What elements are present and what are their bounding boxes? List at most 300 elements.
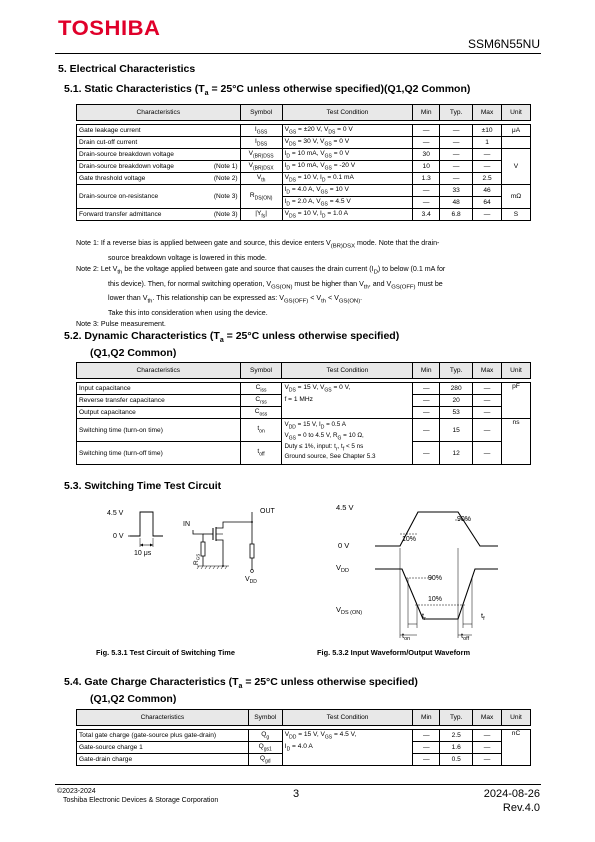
table-cell xyxy=(240,185,282,209)
fig-5-3-1-caption: Fig. 5.3.1 Test Circuit of Switching Time xyxy=(96,648,235,657)
cond-part: = 15 V, I xyxy=(295,421,321,429)
table-cell: pF xyxy=(502,383,531,419)
cond-part: GS xyxy=(288,129,297,136)
table-cell xyxy=(240,407,282,419)
table-cell: Gate-source charge 1 xyxy=(77,742,249,754)
table-cell xyxy=(282,185,413,197)
char-label: Drain-source on-resistance xyxy=(79,193,159,200)
table-cell: 1 xyxy=(473,137,502,149)
note-2-cont: this device). Then, for normal switching operation, $V_{GS(ON)}$ must be higher than $V_{th}$, and $V_{GS(OFF)}$ must be xyxy=(108,279,443,291)
col-header: Unit xyxy=(502,710,531,726)
col-header: Symbol xyxy=(248,710,282,726)
cond-part: V xyxy=(284,431,289,439)
symbol-sub: iss xyxy=(260,387,267,394)
symbol-sub: (BR)DSS xyxy=(253,153,274,160)
cond-part: I xyxy=(284,743,287,751)
table-cell: — xyxy=(413,125,440,137)
table-row xyxy=(77,161,531,173)
table-cell: Switching time (turn-on time) xyxy=(77,419,241,442)
symbol xyxy=(257,425,265,435)
table-row xyxy=(77,730,531,742)
pct-90-b: 90% xyxy=(428,575,443,582)
toff-label: $t_{off}$ xyxy=(461,631,470,642)
cond-part: DS xyxy=(288,387,296,394)
cond-part: = ±20 V, V xyxy=(296,125,329,133)
cond-part: I xyxy=(284,185,287,193)
col-header: Max xyxy=(473,710,502,726)
static-characteristics-table xyxy=(76,104,531,221)
table-cell xyxy=(248,730,282,742)
cond-part: GS xyxy=(320,189,328,196)
table-cell xyxy=(282,730,413,766)
table-cell: Switching time (turn-off time) xyxy=(77,442,241,465)
table-cell xyxy=(248,742,282,754)
table-cell xyxy=(240,395,282,407)
cond-part: = 15 V, V xyxy=(295,384,325,391)
note-1-cont: source breakdown voltage is lowered in this mode. xyxy=(108,253,267,262)
col-header: Max xyxy=(473,105,502,121)
cond-part: D xyxy=(286,165,291,172)
col-header: Test Condition xyxy=(282,710,413,726)
symbol-base: t xyxy=(257,425,260,433)
col-header: Test Condition xyxy=(282,363,413,379)
symbol-base: R xyxy=(249,191,255,199)
table-cell xyxy=(282,161,413,173)
cond-part: = 10 V, I xyxy=(295,173,322,181)
cond-part: D xyxy=(320,424,325,431)
note-1: Note 1: If a reverse bias is applied between gate and source, this device enters $V_{(BR)DSX}$ mode. Note that the drain- xyxy=(76,239,440,250)
col-header: Min xyxy=(413,105,440,121)
cond-part: = 1.0 A xyxy=(325,209,349,217)
col-header: Characteristics xyxy=(77,710,249,726)
pulse-width-label: 10 μs xyxy=(134,550,152,557)
fig-5-3-2-caption: Fig. 5.3.2 Input Waveform/Output Waveform xyxy=(317,648,471,657)
table-row xyxy=(77,185,531,197)
symbol-base: V xyxy=(248,161,254,169)
table-cell xyxy=(240,137,282,149)
table-row xyxy=(77,383,531,395)
pulse-low-label: 0 V xyxy=(113,533,124,540)
col-header: Characteristics xyxy=(77,105,241,121)
symbol xyxy=(256,173,266,184)
table-cell xyxy=(248,754,282,766)
cond-line xyxy=(284,432,410,443)
table-row xyxy=(77,125,531,137)
symbol-sub: DS(ON) xyxy=(254,195,273,202)
wave-high-label: 4.5 V xyxy=(336,503,354,512)
symbol-sub: GSS xyxy=(256,129,268,136)
cond-part: < 5 ns xyxy=(344,442,364,450)
cond-part: GS xyxy=(324,734,333,741)
section-title-5-3: 5.3. Switching Time Test Circuit xyxy=(64,480,222,492)
cond-part: = 4.5 V, xyxy=(332,731,357,738)
cond-part: = 10 mA, V xyxy=(290,149,325,157)
pct-10-b: 10% xyxy=(428,596,443,603)
table-cell: — xyxy=(473,209,502,221)
table-cell xyxy=(240,173,282,185)
table-cell: μA xyxy=(502,125,531,137)
symbol-sub: rss xyxy=(260,399,267,406)
table-cell xyxy=(77,149,241,161)
cond-part: I xyxy=(284,149,287,157)
char-label: Forward transfer admittance xyxy=(79,211,162,218)
table-cell: V xyxy=(502,149,531,185)
symbol-sub: DSS xyxy=(256,141,268,148)
table-header-row xyxy=(77,105,531,121)
symbol-sub: off xyxy=(259,451,265,458)
table-cell: — xyxy=(473,383,502,395)
symbol-base: Q xyxy=(261,730,267,738)
table-row xyxy=(77,209,531,221)
cond-part: = 0.5 A xyxy=(324,421,346,429)
symbol-sub: on xyxy=(259,428,265,435)
table-cell: 30 xyxy=(413,149,440,161)
rgs-label: $R_{GS}$ xyxy=(193,553,201,565)
table-cell: — xyxy=(473,730,502,742)
col-header: Typ. xyxy=(440,363,473,379)
table-cell: — xyxy=(413,419,440,442)
cond-part: V xyxy=(284,384,289,391)
table-cell: — xyxy=(473,742,502,754)
table-cell: 6.8 xyxy=(440,209,473,221)
table-cell xyxy=(77,125,241,137)
cond-part: = 10 V, I xyxy=(295,209,322,217)
cond-part: DS xyxy=(288,177,296,184)
doc-date: 2024-08-26 xyxy=(483,788,540,800)
note-2-cont2: lower than $V_{th}$. This relationship can be expressed as: $V_{GS(OFF)} < V_{th} < V_{GS(ON)}$. xyxy=(108,294,363,305)
table-cell xyxy=(240,125,282,137)
cond-part: D xyxy=(321,177,326,184)
table-cell: — xyxy=(413,754,440,766)
tr-label: $t_r$ xyxy=(422,611,426,622)
table-cell: — xyxy=(440,161,473,173)
col-header: Test Condition xyxy=(282,105,413,121)
cond-part: GS xyxy=(288,435,296,442)
table-cell: — xyxy=(413,407,440,419)
symbol xyxy=(254,125,268,136)
waveform-figure xyxy=(330,498,510,643)
wave-vds-label: $V_{DS (ON)}$ xyxy=(336,605,363,616)
symbol xyxy=(255,395,267,406)
cond-line xyxy=(284,443,410,454)
table-cell xyxy=(282,149,413,161)
symbol-sub: g xyxy=(266,734,270,741)
cond-line xyxy=(285,742,411,754)
header-divider xyxy=(55,53,541,54)
table-cell: 2.5 xyxy=(440,730,473,742)
cond-part: D xyxy=(286,746,291,753)
symbol-base: C xyxy=(255,395,261,403)
doc-revision: Rev.4.0 xyxy=(502,802,540,814)
table-header-row xyxy=(77,363,531,379)
section-title-5: 5. Electrical Characteristics xyxy=(58,63,196,75)
symbol-sub: th xyxy=(261,177,266,184)
footer-divider xyxy=(55,784,541,785)
cond-part: D xyxy=(321,213,326,220)
pct-10-a: 10% xyxy=(402,536,417,543)
table-cell: — xyxy=(473,407,502,419)
cond-part: I xyxy=(284,161,287,169)
cond-part: = 15 V, V xyxy=(296,731,325,738)
symbol-base: Q xyxy=(259,754,266,762)
table-cell: 1.6 xyxy=(440,742,473,754)
symbol xyxy=(255,383,267,394)
wave-vdd-label: $V_{DD}$ xyxy=(336,563,349,574)
table-row xyxy=(77,173,531,185)
cond-part: , t xyxy=(337,442,343,450)
cond-part: = 2.0 A, V xyxy=(290,197,321,205)
col-header: Characteristics xyxy=(77,363,241,379)
section-title-5-2: 5.2. Dynamic Characteristics ($T_a = 25^\circ C$ unless otherwise specified) (Q1,Q2 Common) xyxy=(64,330,400,360)
cond-part: GS xyxy=(324,165,332,172)
table-cell: mΩ xyxy=(502,185,531,209)
table-cell: — xyxy=(413,383,440,395)
table-cell: Total gate charge (gate-source plus gate-drain) xyxy=(77,730,249,742)
table-cell: — xyxy=(473,149,502,161)
table-cell: — xyxy=(413,730,440,742)
table-cell xyxy=(240,442,282,465)
col-header: Min xyxy=(413,710,440,726)
table-cell: — xyxy=(413,442,440,465)
table-cell: 64 xyxy=(473,197,502,209)
table-header-row xyxy=(77,710,531,726)
table-cell: ns xyxy=(502,419,531,465)
table-cell: — xyxy=(473,161,502,173)
symbol-sub: gd xyxy=(265,758,271,765)
table-cell: 3.4 xyxy=(413,209,440,221)
toshiba-logo: TOSHIBA xyxy=(58,17,161,40)
table-cell xyxy=(502,137,531,149)
table-cell: — xyxy=(413,742,440,754)
dynamic-characteristics-table xyxy=(76,362,531,465)
table-cell: Output capacitance xyxy=(77,407,241,419)
cond-part: V xyxy=(284,209,289,217)
cond-part: = 10 mA, V xyxy=(290,161,325,169)
cond-part: G xyxy=(337,435,342,442)
cond-part: = 4.0 A, V xyxy=(290,185,321,193)
cond-part: V xyxy=(284,173,289,181)
symbol-base: C xyxy=(255,383,261,391)
section-title-5-1: 5.1. Static Characteristics ($T_a = 25^\circ C$ unless otherwise specified)(Q1,Q2 Common) xyxy=(64,83,471,98)
table-cell: 53 xyxy=(440,407,473,419)
symbol xyxy=(248,149,274,160)
cond-part: V xyxy=(284,137,289,145)
col-header: Typ. xyxy=(440,105,473,121)
cond-part: = 0 to 4.5 V, R xyxy=(295,431,338,439)
out-label: OUT xyxy=(260,508,275,515)
table-cell: — xyxy=(440,149,473,161)
symbol-sub: fs xyxy=(261,213,266,220)
table-cell: — xyxy=(473,419,502,442)
test-circuit-figure xyxy=(95,500,295,590)
char-label: Drain cut-off current xyxy=(79,139,138,146)
pct-90-a: 90% xyxy=(457,516,472,523)
wave-low-label: 0 V xyxy=(338,541,350,550)
cond-part: DD xyxy=(289,734,297,741)
cond-part: r xyxy=(335,445,338,452)
table-cell xyxy=(240,149,282,161)
symbol xyxy=(254,407,268,418)
cond-part: GS xyxy=(320,201,328,208)
symbol xyxy=(261,730,270,741)
note-2-cont3: Take this into consideration when using the device. xyxy=(108,309,268,318)
cond-part: DS xyxy=(328,129,336,136)
cond-part: f xyxy=(342,445,345,452)
table-cell xyxy=(77,185,241,209)
tf-label: $t_f$ xyxy=(481,611,485,622)
cond-line xyxy=(285,730,411,742)
table-row xyxy=(77,137,531,149)
page-number: 3 xyxy=(293,788,300,800)
symbol-base: |Y xyxy=(255,209,262,217)
cond-part: = 0 V, xyxy=(331,384,351,391)
table-cell: Gate-drain charge xyxy=(77,754,249,766)
table-cell: Input capacitance xyxy=(77,383,241,395)
cond-line xyxy=(284,383,410,395)
cond-part: = -20 V xyxy=(331,161,356,169)
symbol-base: V xyxy=(248,149,254,157)
note-ref: (Note 3) xyxy=(213,211,238,218)
table-cell xyxy=(77,209,241,221)
cond-part: D xyxy=(286,189,291,196)
cond-part: = 0 V xyxy=(331,149,350,157)
symbol-sub: (BR)DSX xyxy=(253,165,274,172)
table-cell: — xyxy=(473,442,502,465)
gate-charge-table xyxy=(76,709,531,766)
table-cell: 33 xyxy=(440,185,473,197)
note-ref: (Note 1) xyxy=(213,163,238,170)
table-cell: Reverse transfer capacitance xyxy=(77,395,241,407)
col-header: Unit xyxy=(502,363,531,379)
table-cell: 280 xyxy=(440,383,473,395)
cond-part: I xyxy=(284,197,287,205)
table-cell: — xyxy=(413,185,440,197)
cond-part: GS xyxy=(324,387,332,394)
cond-part: = 4.0 A xyxy=(290,743,313,751)
table-cell xyxy=(282,173,413,185)
symbol xyxy=(248,161,274,172)
cond-part: = 30 V, V xyxy=(295,137,325,145)
table-cell xyxy=(77,173,241,185)
note-3: Note 3: Pulse measurement. xyxy=(76,320,166,329)
cond-part: Ground source, See Chapter 5.3 xyxy=(284,453,376,461)
cond-part: DD xyxy=(288,424,296,431)
symbol xyxy=(258,742,272,753)
notes-block xyxy=(76,238,546,331)
char-label: Drain-source breakdown voltage xyxy=(79,163,174,170)
table-cell xyxy=(77,137,241,149)
cond-part: = 4.5 V xyxy=(327,197,351,205)
col-header: Symbol xyxy=(240,105,282,121)
symbol xyxy=(259,754,271,765)
table-cell xyxy=(282,137,413,149)
table-cell: 20 xyxy=(440,395,473,407)
table-cell: 0.5 xyxy=(440,754,473,766)
cond-part: = 10 Ω, xyxy=(341,431,364,439)
symbol-base: V xyxy=(256,173,262,181)
cond-part: = 0 V xyxy=(335,125,353,133)
symbol xyxy=(249,191,273,202)
cond-part: = 0.1 mA xyxy=(325,173,354,181)
copyright: ©2023-2024 xyxy=(57,788,96,795)
cond-part: = 10 V xyxy=(327,185,349,193)
symbol xyxy=(255,137,268,148)
table-cell: — xyxy=(473,395,502,407)
table-cell: — xyxy=(440,125,473,137)
table-cell xyxy=(240,419,282,442)
symbol-base: C xyxy=(254,407,260,415)
table-cell: 46 xyxy=(473,185,502,197)
char-label: Gate leakage current xyxy=(79,127,141,134)
table-cell xyxy=(282,197,413,209)
company-name: Toshiba Electronic Devices & Storage Corporation xyxy=(63,797,219,804)
cond-part: GS xyxy=(324,141,332,148)
cond-part: = 0 V xyxy=(331,137,350,145)
col-header: Unit xyxy=(502,105,531,121)
cond-line xyxy=(284,421,410,432)
cond-part: V xyxy=(284,125,289,133)
symbol-end: | xyxy=(265,209,267,217)
note-ref: (Note 3) xyxy=(213,193,238,200)
symbol-base: I xyxy=(255,137,257,145)
col-header: Typ. xyxy=(440,710,473,726)
ton-label: $t_{on}$ xyxy=(402,631,411,642)
table-cell xyxy=(282,209,413,221)
symbol-base: Q xyxy=(258,742,264,750)
table-cell: — xyxy=(440,137,473,149)
cond-part: D xyxy=(286,153,291,160)
cond-line: f = 1 MHz xyxy=(284,396,313,404)
table-cell: — xyxy=(440,173,473,185)
section-title-5-4: 5.4. Gate Charge Characteristics ($T_a = 25^\circ C$ unless otherwise specified) (Q1,Q2 Common) xyxy=(64,676,418,706)
symbol-base: I xyxy=(254,125,257,133)
table-row xyxy=(77,419,531,442)
table-cell xyxy=(77,161,241,173)
table-cell: — xyxy=(473,754,502,766)
char-label: Drain-source breakdown voltage xyxy=(79,151,174,158)
table-cell xyxy=(282,419,413,465)
note-2: Note 2: Let $V_{th}$ be the voltage applied between gate and source that causes the drain current $(I_D)$ to below (0.1 mA for xyxy=(76,265,446,276)
table-cell xyxy=(240,383,282,395)
symbol-sub: gs1 xyxy=(263,746,272,753)
cond-part: V xyxy=(284,421,289,429)
char-label: Gate threshold voltage xyxy=(79,175,146,182)
note-ref: (Note 2) xyxy=(213,175,238,182)
in-label: IN xyxy=(183,521,190,528)
col-header: Min xyxy=(413,363,440,379)
cond-part: Duty ≤ 1%, input: t xyxy=(284,442,336,450)
col-header: Symbol xyxy=(240,363,282,379)
table-cell: 1.3 xyxy=(413,173,440,185)
table-cell: 15 xyxy=(440,419,473,442)
table-row xyxy=(77,149,531,161)
table-cell: ±10 xyxy=(473,125,502,137)
table-cell: 2.5 xyxy=(473,173,502,185)
table-cell: 10 xyxy=(413,161,440,173)
cond-part: DS xyxy=(288,141,296,148)
table-cell: 48 xyxy=(440,197,473,209)
col-header: Max xyxy=(473,363,502,379)
cond-part: GS xyxy=(324,153,332,160)
vdd-label: $V_{DD}$ xyxy=(245,576,257,585)
table-cell xyxy=(282,125,413,137)
part-number: SSM6N55NU xyxy=(467,37,540,51)
table-cell xyxy=(240,209,282,221)
cond-part: V xyxy=(284,731,290,738)
table-cell xyxy=(240,161,282,173)
table-cell: — xyxy=(413,197,440,209)
table-cell: 12 xyxy=(440,442,473,465)
